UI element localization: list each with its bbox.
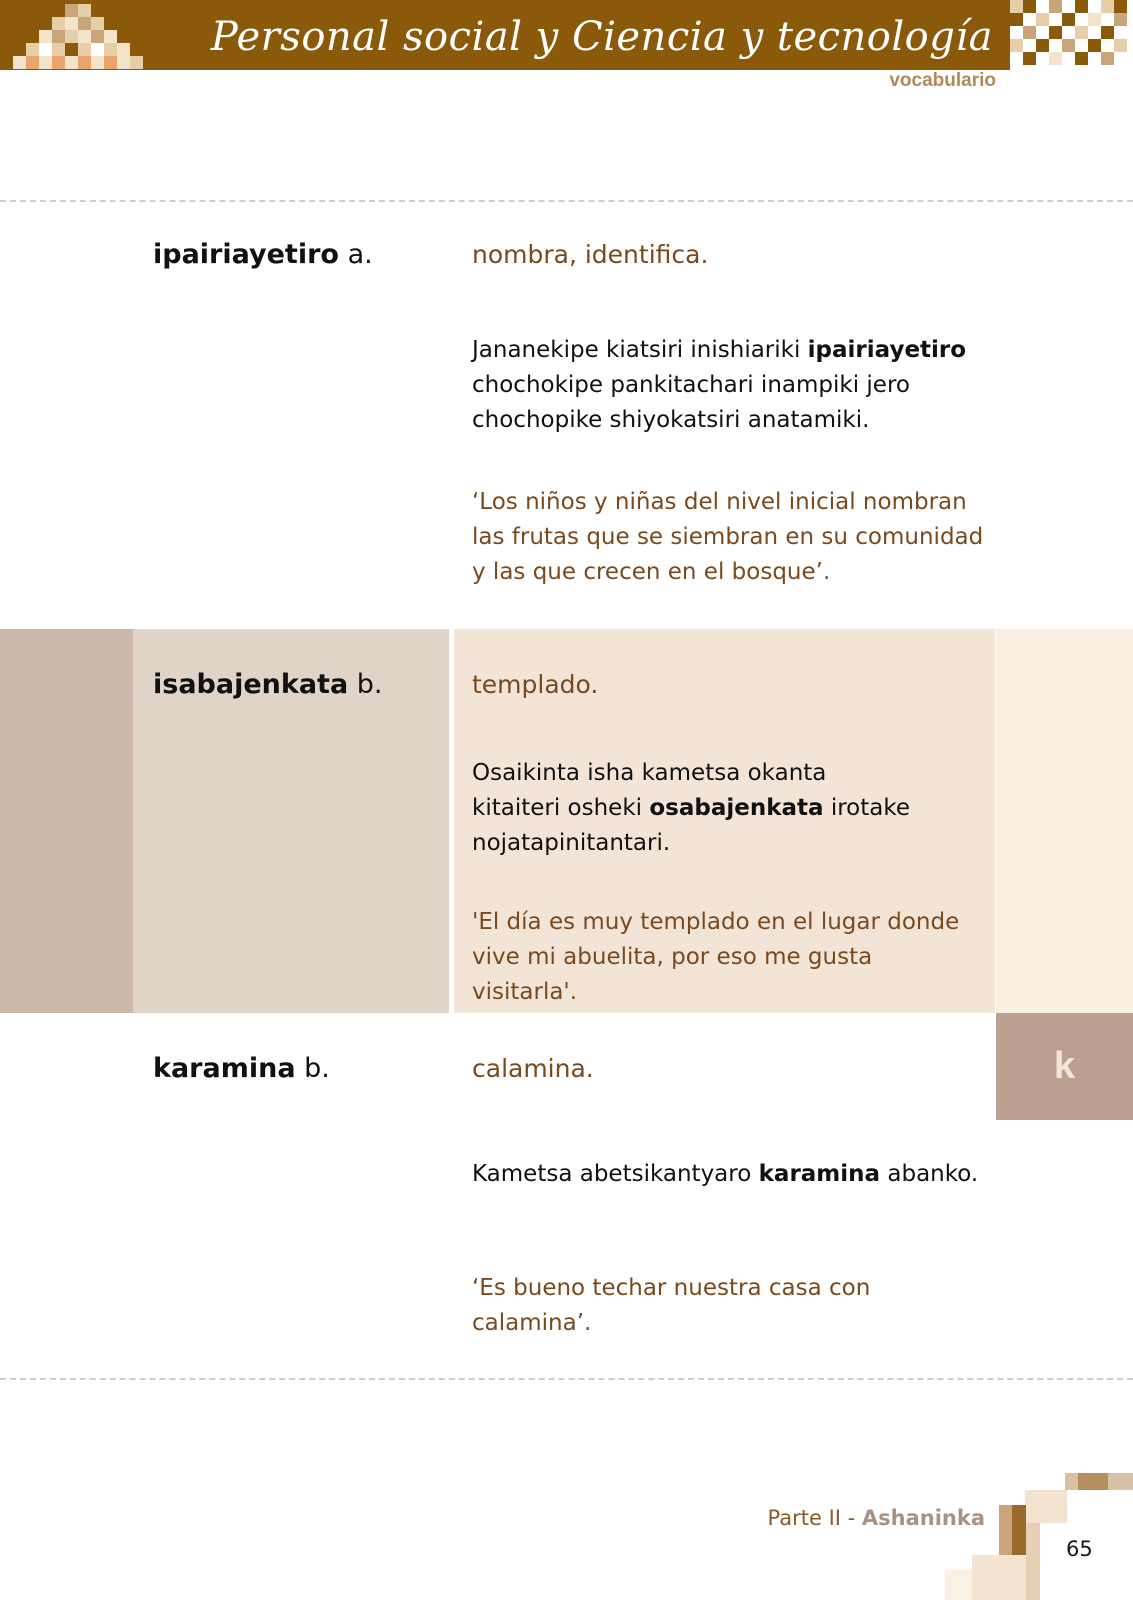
band-right	[996, 629, 1133, 1013]
entry-translation: 'El día es muy templado en el lugar donde vive mi abuelita, por eso me gusta visitarla'.	[472, 909, 960, 1005]
entry-example: Kametsa abetsikantyaro karamina abanko.	[472, 1161, 979, 1187]
page-title: Personal social y Ciencia y tecnología	[210, 14, 993, 60]
page-number: 65	[1066, 1537, 1093, 1561]
footer-label: Parte II - Ashaninka	[767, 1506, 985, 1530]
entry-term: ipairiayetiro a.	[153, 239, 373, 270]
entry-gloss: nombra, identifica.	[472, 240, 709, 269]
bottom-divider	[0, 1378, 1133, 1380]
top-divider	[0, 200, 1133, 202]
entry-gloss: calamina.	[472, 1054, 594, 1083]
entry-translation: ‘Los niños y niñas del nivel inicial nombran las frutas que se siembran en su comunidad y las que crecen en el bosque’.	[472, 489, 984, 585]
entry-term: isabajenkata b.	[153, 669, 383, 700]
letter-tab: k	[996, 1013, 1133, 1120]
entry-example: Osaikinta isha kametsa okanta kitaiteri osheki osabajenkata irotake nojatapinitantari.	[472, 760, 911, 856]
entry-gloss: templado.	[472, 670, 599, 699]
header-right-pattern	[1010, 0, 1133, 70]
page-subtitle: vocabulario	[889, 70, 996, 91]
band-left	[0, 629, 133, 1013]
entry-term: karamina b.	[153, 1053, 330, 1084]
entry-example: Jananekipe kiatsiri inishiariki ipairiayetiro chochokipe pankitachari inampiki jero chochopike shiyokatsiri anatamiki.	[472, 337, 967, 433]
entry-translation: ‘Es bueno techar nuestra casa con calamina’.	[472, 1275, 871, 1336]
header-left-pattern	[0, 0, 160, 70]
